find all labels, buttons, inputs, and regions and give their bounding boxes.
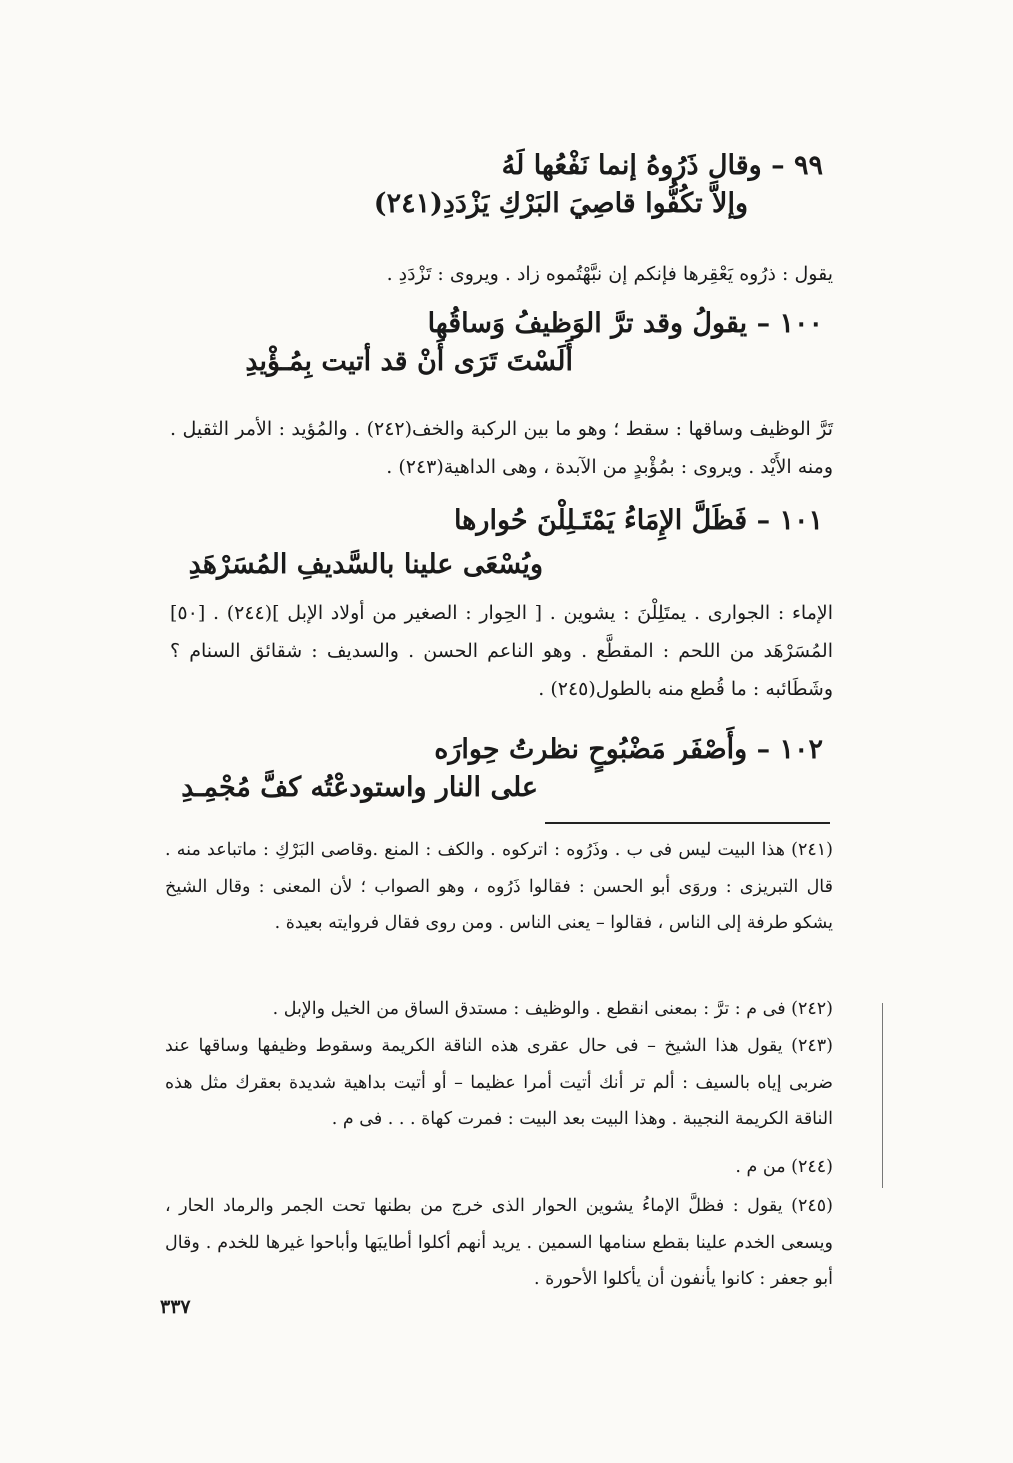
- verse-101-first-hemistich: ١٠١ – فَظَلَّ الإِمَاءُ يَمْتَـلِلْنَ حُوارها: [453, 505, 823, 536]
- verse-102-second-hemistich: على النار واستودعْتُه كفَّ مُجْمِـدِ: [181, 772, 538, 803]
- scan-margin-line: [882, 1003, 883, 1188]
- footnote-244: (٢٤٤) من م .: [735, 1157, 833, 1177]
- page-number: ٣٣٧: [160, 1296, 191, 1318]
- footnote-245: (٢٤٥) يقول : فظلَّ الإماءُ يشوين الحوار الذى خرج من بطنها تحت الجمر والرماد الحار ، ويسعى الخدم علينا بقطع سنامها السمين . يريد أنهم أكلوا أطايبَها وأباحوا غيرها للخدم . وقال أبو جعفر : كانوا يأنفون أن يأكلوا الأحورة .: [165, 1196, 833, 1289]
- footnote-242: (٢٤٢) فى م : ترَّ : بمعنى انقطع . والوظيف : مستدق الساق من الخيل والإبل .: [272, 999, 833, 1019]
- commentary-99: يقول : ذرُوه يَعْقِرها فإنكم إن نبَّهْتُموه زاد . ويروى : تَزْدَدِ .: [386, 263, 833, 285]
- commentary-100: تَرَّ الوظيف وساقها : سقط ؛ وهو ما بين الركبة والخف(٢٤٢) . والمُؤيد : الأمر الثقيل . ومنه الأَيْد . ويروى : بمُؤْبدٍ من الآبدة ، وهى الداهية(٢٤٣) .: [170, 418, 833, 478]
- verse-100-first-hemistich: ١٠٠ – يقولُ وقد ترَّ الوَظيفُ وَساقُها: [427, 308, 823, 339]
- footnote-241: (٢٤١) هذا البيت ليس فى ب . وذَرُوه : اتركوه . والكف : المنع .وقاصى البَرْكِ : ماتباعد منه . قال التبريزى : وروَى أبو الحسن : فقالوا ذَرُوه ، وهو الصواب ؛ لأن المعنى : وقال الشيخ يشكو طرفة إلى الناس ، فقالوا – يعنى الناس . ومن روى فقال فروايته بعيدة .: [165, 840, 833, 933]
- verse-100-second-hemistich: أَلَسْتَ تَرَى أَنْ قد أتيت بِمُـؤْيدِ: [245, 346, 573, 377]
- verse-99-second-hemistich: وإلاَّ تكُفُّوا قاصِيَ البَرْكِ يَزْدَدِ(٢٤١): [373, 188, 748, 219]
- verse-102-first-hemistich: ١٠٢ – وأَصْفَر مَضْبُوحٍ نظرتُ حِوارَه: [434, 734, 823, 765]
- verse-99-first-hemistich: ٩٩ – وقال ذَرُوهُ إنما نَفْعُها لَهُ: [501, 150, 823, 181]
- footnote-separator: [545, 822, 830, 824]
- commentary-101: الإماء : الجوارى . يمتَلِلْنَ : يشوين . [ الحِوار : الصغير من أولاد الإبل ](٢٤٤) . [٥٠] المُسَرْهَد من اللحم : المقطَّع . وهو الناعم الحسن . والسديف : شقائق السنام ؟ وشَطَائبه : ما قُطع منه بالطول(٢٤٥) .: [170, 602, 833, 700]
- footnote-243: (٢٤٣) يقول هذا الشيخ – فى حال عقرى هذه الناقة الكريمة وسقوط وظيفها وساقها عند ضربى إياه بالسيف : ألم تر أنك أتيت أمرا عظيما – أو أتيت بداهية شديدة بعقرك مثل هذه الناقة الكريمة النجيبة . وهذا البيت بعد البيت : فمرت كهاة . . . فى م .: [165, 1036, 833, 1129]
- verse-101-second-hemistich: ويُسْعَى علينا بالسَّديفِ المُسَرْهَدِ: [188, 549, 543, 580]
